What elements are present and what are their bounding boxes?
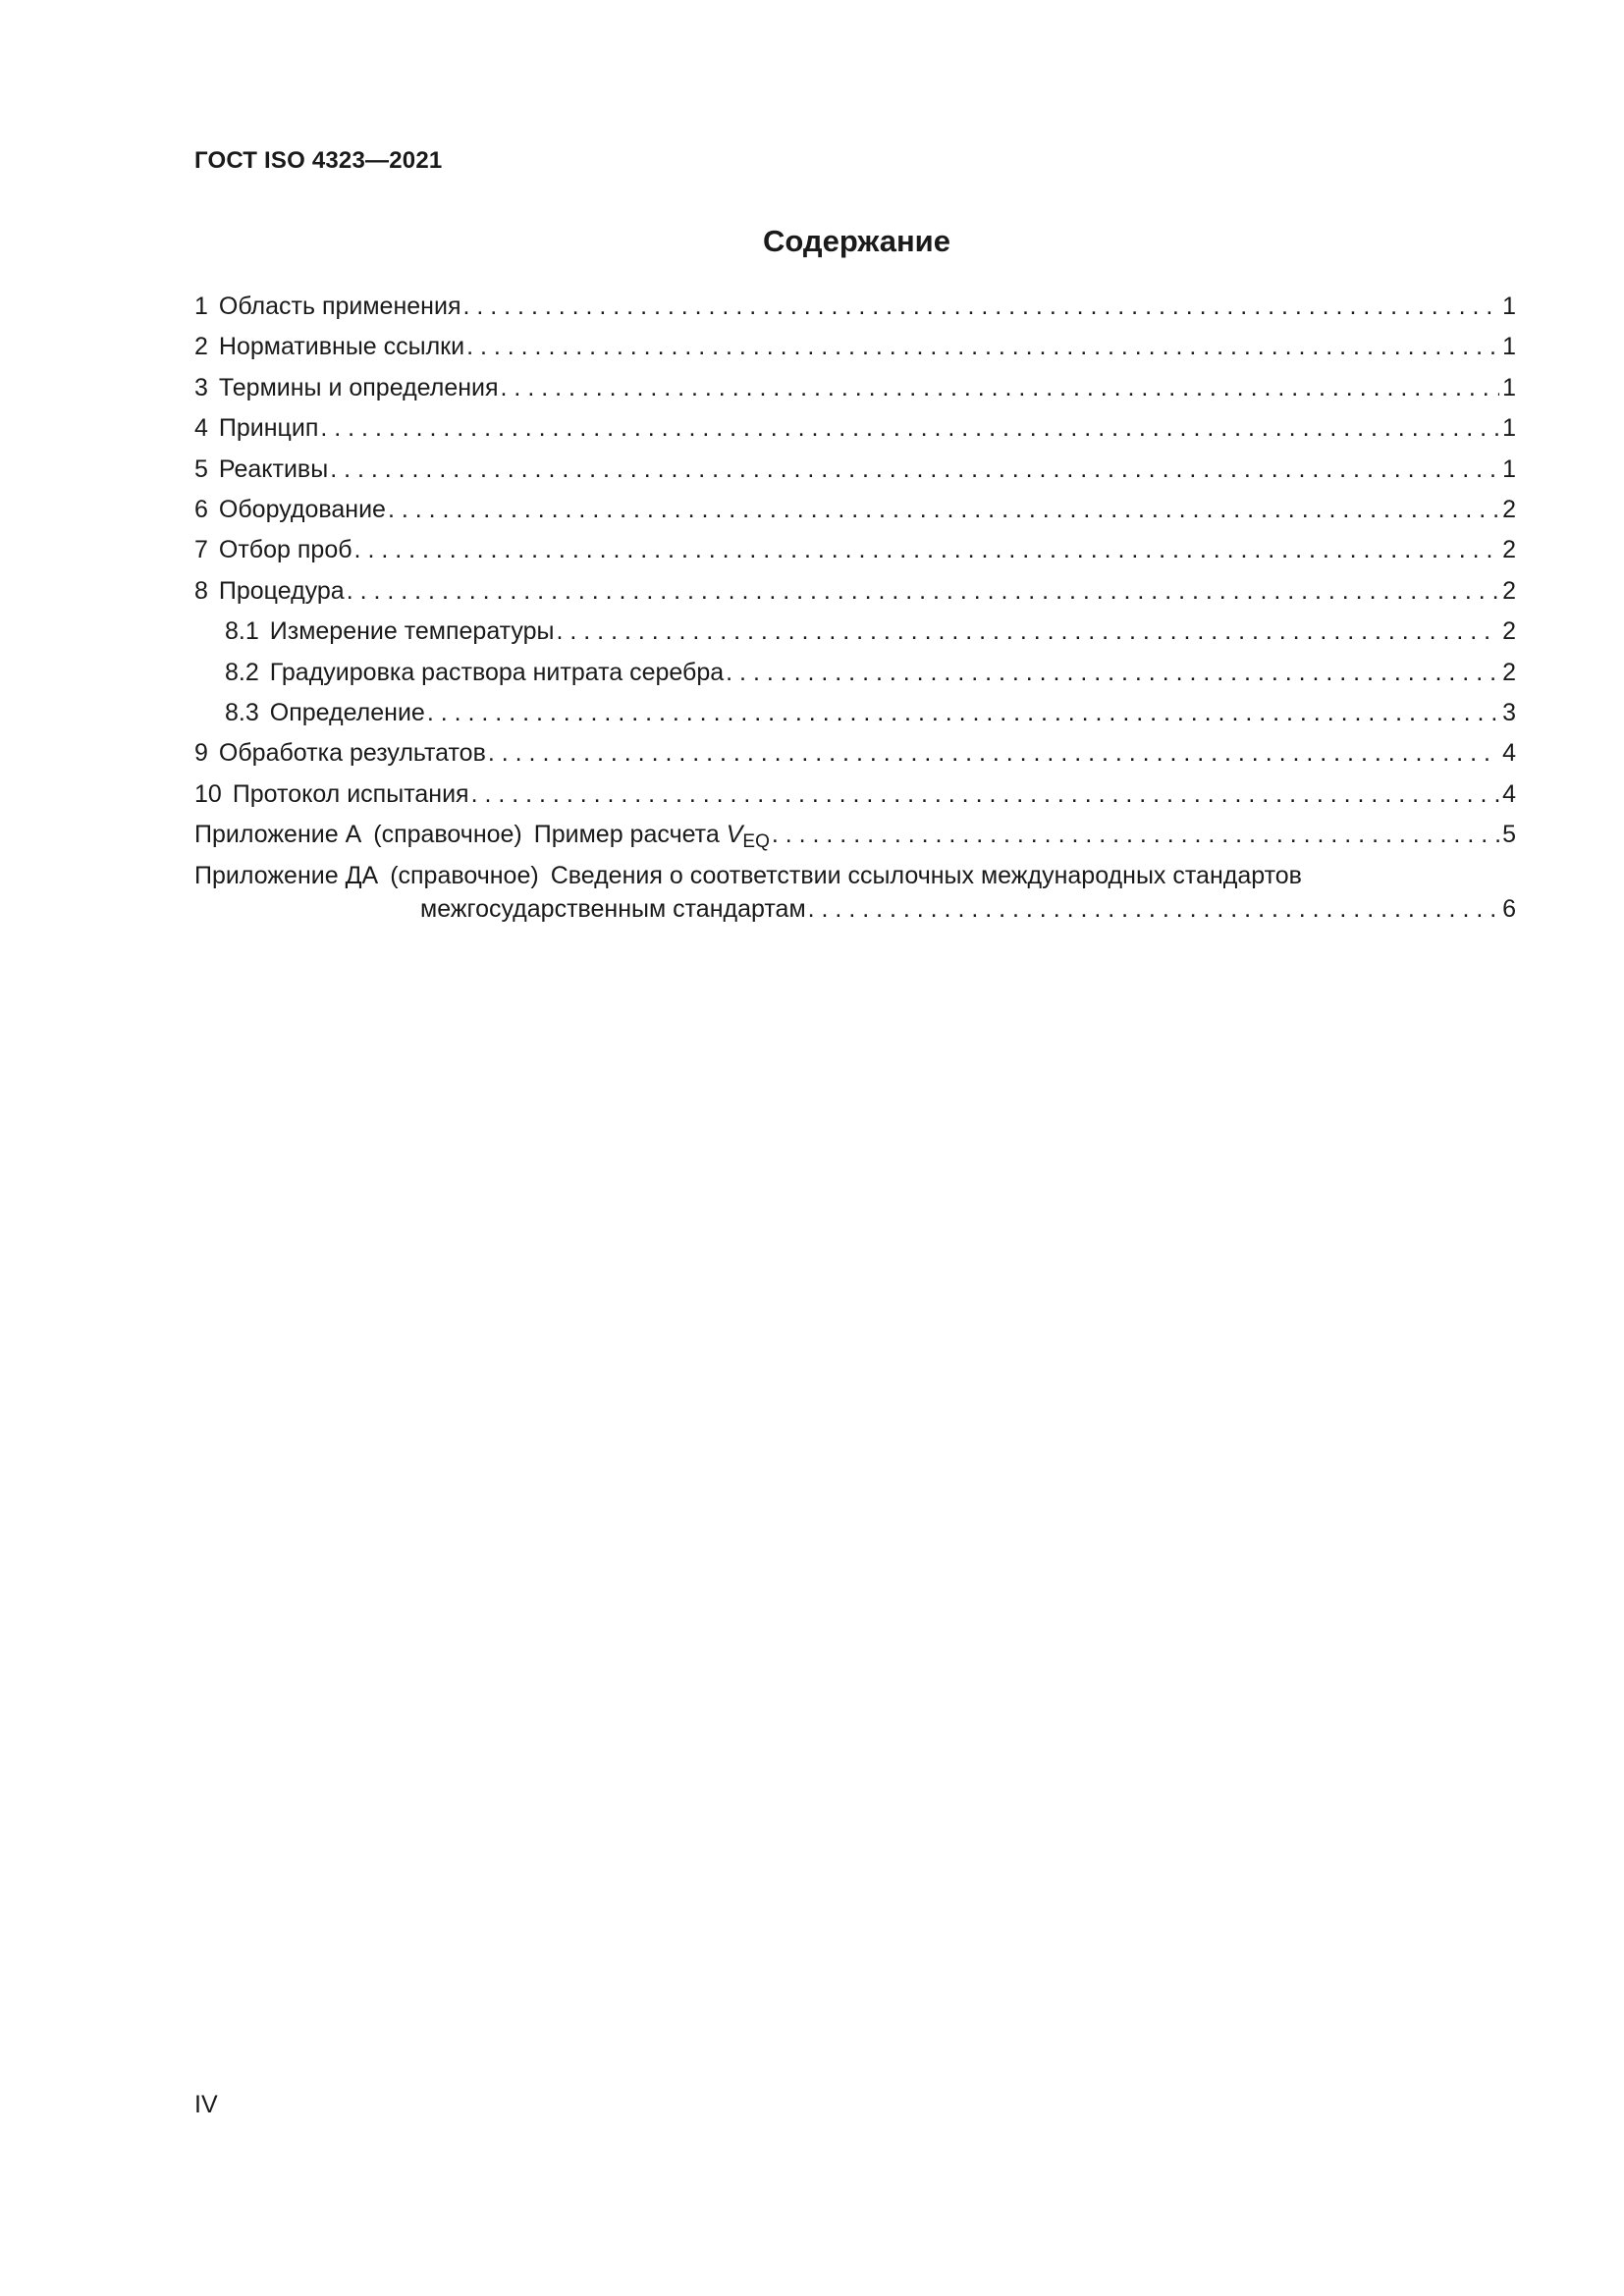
toc-entry-number: 3	[194, 373, 208, 401]
toc-entry-4[interactable]	[194, 408, 1516, 449]
toc-entry-label: Нормативные ссылки	[218, 333, 465, 361]
toc-entry-page: 4	[1502, 779, 1516, 808]
toc-leader-dots	[772, 815, 1499, 855]
toc-entry-page: 3	[1502, 698, 1516, 726]
toc-leader-dots	[488, 733, 1499, 774]
toc-entry-label: Термины и определения	[218, 373, 499, 401]
toc-entry-label: Принцип	[218, 414, 319, 443]
variable-symbol: V	[726, 821, 743, 849]
toc-entry-9[interactable]	[194, 733, 1516, 774]
toc-leader-dots	[808, 892, 1499, 926]
toc-entry-2[interactable]	[194, 327, 1516, 367]
toc-entry-8-2[interactable]	[194, 653, 1516, 693]
toc-entry-page: 2	[1502, 617, 1516, 646]
appendix-label: Пример расчета	[533, 821, 720, 849]
toc-entry-label: Реактивы	[218, 454, 329, 483]
toc-entry-number: 4	[194, 414, 208, 443]
toc-entry-number: 10	[194, 779, 222, 808]
toc-entry-number: 7	[194, 536, 208, 564]
toc-entry-page: 2	[1502, 576, 1516, 605]
toc-entry-page: 1	[1502, 373, 1516, 401]
toc-entry-number: 6	[194, 495, 208, 523]
toc-entry-1[interactable]	[194, 287, 1516, 327]
toc-entry-6[interactable]	[194, 490, 1516, 530]
toc-entry-3[interactable]	[194, 368, 1516, 408]
toc-title: Содержание	[763, 224, 950, 258]
toc-entry-page: 1	[1502, 414, 1516, 443]
toc-leader-dots	[388, 490, 1499, 530]
toc-leader-dots	[466, 327, 1499, 367]
toc-leader-dots	[726, 653, 1499, 693]
toc-leader-dots	[501, 368, 1500, 408]
toc-entry-page: 1	[1502, 293, 1516, 320]
appendix-prefix: Приложение ДА	[194, 862, 379, 890]
toc-entry-label-line2: межгосударственным стандартам	[420, 895, 806, 924]
toc-entry-page: 2	[1502, 658, 1516, 686]
toc-entry-number: 8.2	[225, 658, 259, 686]
toc-leader-dots	[354, 530, 1500, 570]
toc-entry-number: 8.1	[225, 617, 259, 646]
toc-entry-page: 2	[1502, 495, 1516, 523]
toc-leader-dots	[330, 450, 1499, 490]
toc-entry-page: 4	[1502, 739, 1516, 768]
page-number: IV	[194, 2091, 218, 2118]
toc-entry-label: Отбор проб	[218, 536, 352, 564]
toc-leader-dots	[320, 408, 1499, 449]
toc-entry-label: Область применения	[218, 293, 461, 320]
toc-entry-8-3[interactable]	[194, 693, 1516, 733]
toc-entry-label-line1: Сведения о соответствии ссылочных международных стандартов	[550, 862, 1302, 890]
toc-entry-page: 1	[1502, 333, 1516, 361]
toc-entry-appendix-da-continued[interactable]	[194, 892, 1516, 926]
toc-entry-label: Определение	[269, 698, 425, 726]
toc-entry-label: Измерение температуры	[269, 617, 555, 646]
toc-leader-dots	[347, 571, 1499, 612]
appendix-prefix: Приложение А	[194, 821, 362, 849]
toc-entry-5[interactable]	[194, 450, 1516, 490]
toc-entry-number: 8.3	[225, 698, 259, 726]
toc-entry-label: Оборудование	[218, 495, 386, 523]
toc-leader-dots	[427, 693, 1499, 733]
toc-entry-page: 2	[1502, 536, 1516, 564]
toc-entry-10[interactable]	[194, 774, 1516, 815]
toc-entry-number: 8	[194, 576, 208, 605]
toc-entry-page: 1	[1502, 454, 1516, 483]
toc-entry-number: 2	[194, 333, 208, 361]
toc-entry-page: 5	[1502, 821, 1516, 849]
toc-entry-page: 6	[1502, 895, 1516, 924]
table-of-contents	[194, 287, 1516, 926]
toc-entry-number: 1	[194, 293, 208, 320]
toc-entry-appendix-da[interactable]	[194, 859, 1516, 892]
variable-subscript: EQ	[742, 831, 770, 853]
toc-entry-label: Градуировка раствора нитрата серебра	[269, 658, 725, 686]
document-code: ГОСТ ISO 4323—2021	[194, 147, 443, 174]
toc-entry-appendix-a[interactable]	[194, 815, 1516, 855]
toc-entry-label: Протокол испытания	[232, 779, 469, 808]
toc-entry-7[interactable]	[194, 530, 1516, 570]
appendix-kind: (справочное)	[373, 821, 522, 849]
appendix-kind: (справочное)	[390, 862, 539, 890]
toc-entry-number: 9	[194, 739, 208, 768]
toc-leader-dots	[471, 774, 1500, 815]
toc-leader-dots	[557, 612, 1500, 652]
toc-entry-label	[534, 815, 770, 862]
toc-entry-8[interactable]	[194, 571, 1516, 612]
toc-entry-number: 5	[194, 454, 208, 483]
toc-entry-8-1[interactable]	[194, 612, 1516, 652]
toc-entry-label: Обработка результатов	[218, 739, 486, 768]
toc-entry-label: Процедура	[218, 576, 345, 605]
toc-leader-dots	[462, 287, 1499, 327]
